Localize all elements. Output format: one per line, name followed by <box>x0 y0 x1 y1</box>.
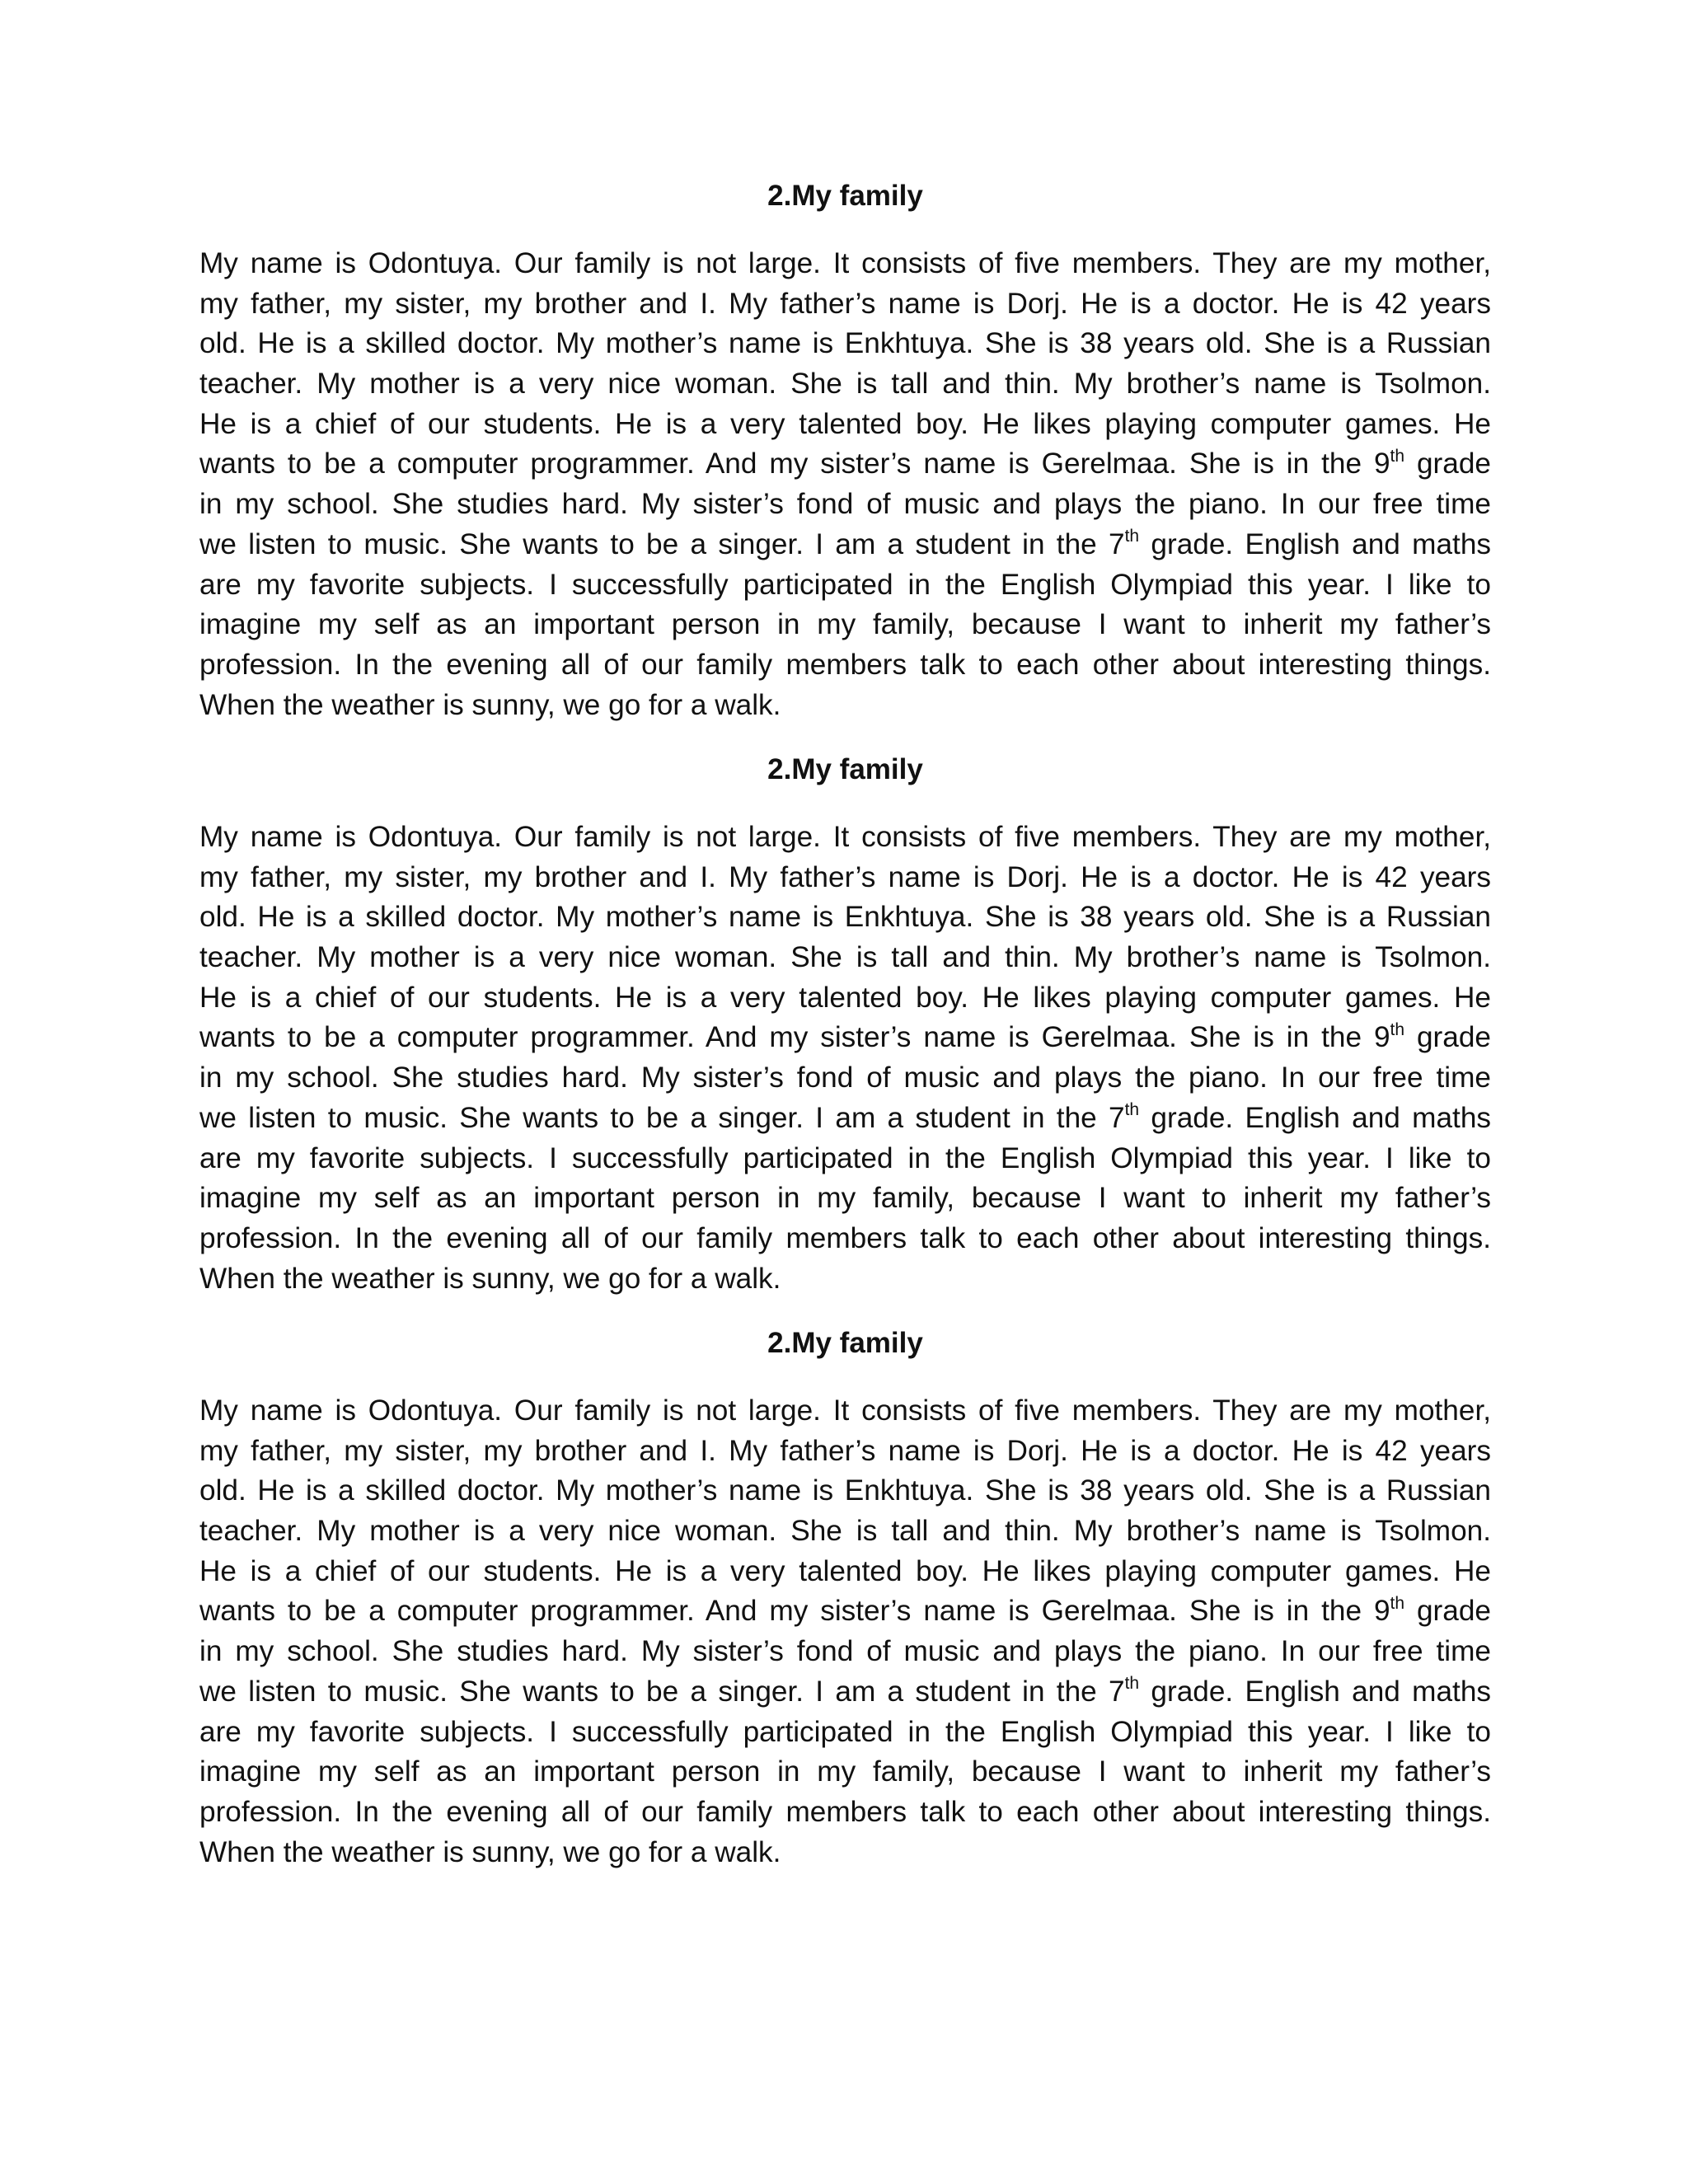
ordinal-superscript: th <box>1390 1593 1405 1613</box>
paragraph-line: my father, my sister, my brother and I. My father’s name is Dorj. He is a doctor. He is 42 years <box>199 287 1491 320</box>
paragraph-line: My name is Odontuya. Our family is not large. It consists of five members. They are my mother, <box>199 1394 1491 1427</box>
ordinal-superscript: th <box>1124 1674 1140 1694</box>
line-text: wants to be a computer programmer. And my sister’s name is Gerelmaa. She is in the 9 <box>199 1021 1390 1054</box>
paragraph-line <box>199 1018 1491 1058</box>
line-text: grade <box>1404 1021 1491 1054</box>
line-text: grade. English and maths <box>1139 527 1491 560</box>
section-paragraph <box>199 244 1491 725</box>
paragraph-line <box>199 1672 1491 1713</box>
paragraph-line: profession. In the evening all of our family members talk to each other about interesting things. <box>199 648 1491 681</box>
ordinal-superscript: th <box>1390 1019 1405 1039</box>
paragraph-line <box>199 444 1491 485</box>
paragraph-line: My name is Odontuya. Our family is not large. It consists of five members. They are my mother, <box>199 247 1491 279</box>
line-text: we listen to music. She wants to be a singer. I am a student in the 7 <box>199 1675 1125 1708</box>
paragraph-line: imagine my self as an important person in my family, because I want to inherit my father’s <box>199 1755 1491 1788</box>
section-paragraph <box>199 818 1491 1299</box>
paragraph-line: in my school. She studies hard. My sister’s fond of music and plays the piano. In our free time <box>199 488 1491 521</box>
paragraph-line: are my favorite subjects. I successfully participated in the English Olympiad this year. I like to <box>199 1715 1491 1748</box>
line-text: we listen to music. She wants to be a singer. I am a student in the 7 <box>199 527 1125 560</box>
paragraph-line: teacher. My mother is a very nice woman. She is tall and thin. My brother’s name is Tsolmon. <box>199 368 1491 401</box>
paragraph-line: my father, my sister, my brother and I. My father’s name is Dorj. He is a doctor. He is 42 years <box>199 860 1491 893</box>
line-text: wants to be a computer programmer. And my sister’s name is Gerelmaa. She is in the 9 <box>199 1595 1390 1628</box>
section-paragraph <box>199 1391 1491 1872</box>
paragraph-line: profession. In the evening all of our family members talk to each other about interesting things. <box>199 1221 1491 1254</box>
ordinal-superscript: th <box>1124 1100 1140 1120</box>
paragraph-line: teacher. My mother is a very nice woman. She is tall and thin. My brother’s name is Tsolmon. <box>199 1515 1491 1548</box>
paragraph-line: He is a chief of our students. He is a very talented boy. He likes playing computer games. He <box>199 1554 1491 1587</box>
paragraph-line <box>199 1591 1491 1632</box>
line-text: grade. English and maths <box>1139 1101 1491 1134</box>
paragraph-line <box>199 525 1491 565</box>
paragraph-line: My name is Odontuya. Our family is not large. It consists of five members. They are my mother, <box>199 821 1491 853</box>
line-text: grade. English and maths <box>1139 1675 1491 1708</box>
paragraph-line: When the weather is sunny, we go for a walk. <box>199 688 781 721</box>
line-text: wants to be a computer programmer. And my sister’s name is Gerelmaa. She is in the 9 <box>199 448 1390 480</box>
paragraph-line: teacher. My mother is a very nice woman. She is tall and thin. My brother’s name is Tsolmon. <box>199 941 1491 974</box>
line-text: grade <box>1404 448 1491 480</box>
paragraph-line: When the weather is sunny, we go for a walk. <box>199 1262 781 1295</box>
paragraph-line: He is a chief of our students. He is a very talented boy. He likes playing computer games. He <box>199 407 1491 440</box>
line-text: grade <box>1404 1595 1491 1628</box>
ordinal-superscript: th <box>1390 446 1405 466</box>
paragraph-line: When the weather is sunny, we go for a walk. <box>199 1835 781 1868</box>
paragraph-line: old. He is a skilled doctor. My mother’s name is Enkhtuya. She is 38 years old. She is a Russian <box>199 901 1491 934</box>
paragraph-line: profession. In the evening all of our family members talk to each other about interesting things. <box>199 1795 1491 1828</box>
section-title: 2.My family <box>767 180 923 212</box>
section-title: 2.My family <box>767 1327 923 1359</box>
paragraph-line <box>199 1099 1491 1139</box>
paragraph-line: imagine my self as an important person in my family, because I want to inherit my father’s <box>199 1182 1491 1215</box>
paragraph-line: old. He is a skilled doctor. My mother’s name is Enkhtuya. She is 38 years old. She is a Russian <box>199 327 1491 360</box>
paragraph-line: in my school. She studies hard. My sister’s fond of music and plays the piano. In our free time <box>199 1635 1491 1668</box>
paragraph-line: in my school. She studies hard. My sister’s fond of music and plays the piano. In our free time <box>199 1062 1491 1094</box>
paragraph-line: imagine my self as an important person in my family, because I want to inherit my father’s <box>199 608 1491 641</box>
paragraph-line: old. He is a skilled doctor. My mother’s name is Enkhtuya. She is 38 years old. She is a Russian <box>199 1474 1491 1507</box>
line-text: we listen to music. She wants to be a singer. I am a student in the 7 <box>199 1101 1125 1134</box>
section-title: 2.My family <box>767 753 923 785</box>
paragraph-line: are my favorite subjects. I successfully participated in the English Olympiad this year. I like to <box>199 568 1491 601</box>
paragraph-line: He is a chief of our students. He is a very talented boy. He likes playing computer games. He <box>199 981 1491 1014</box>
paragraph-line: are my favorite subjects. I successfully participated in the English Olympiad this year. I like to <box>199 1141 1491 1174</box>
ordinal-superscript: th <box>1124 527 1140 546</box>
paragraph-line: my father, my sister, my brother and I. My father’s name is Dorj. He is a doctor. He is 42 years <box>199 1434 1491 1467</box>
